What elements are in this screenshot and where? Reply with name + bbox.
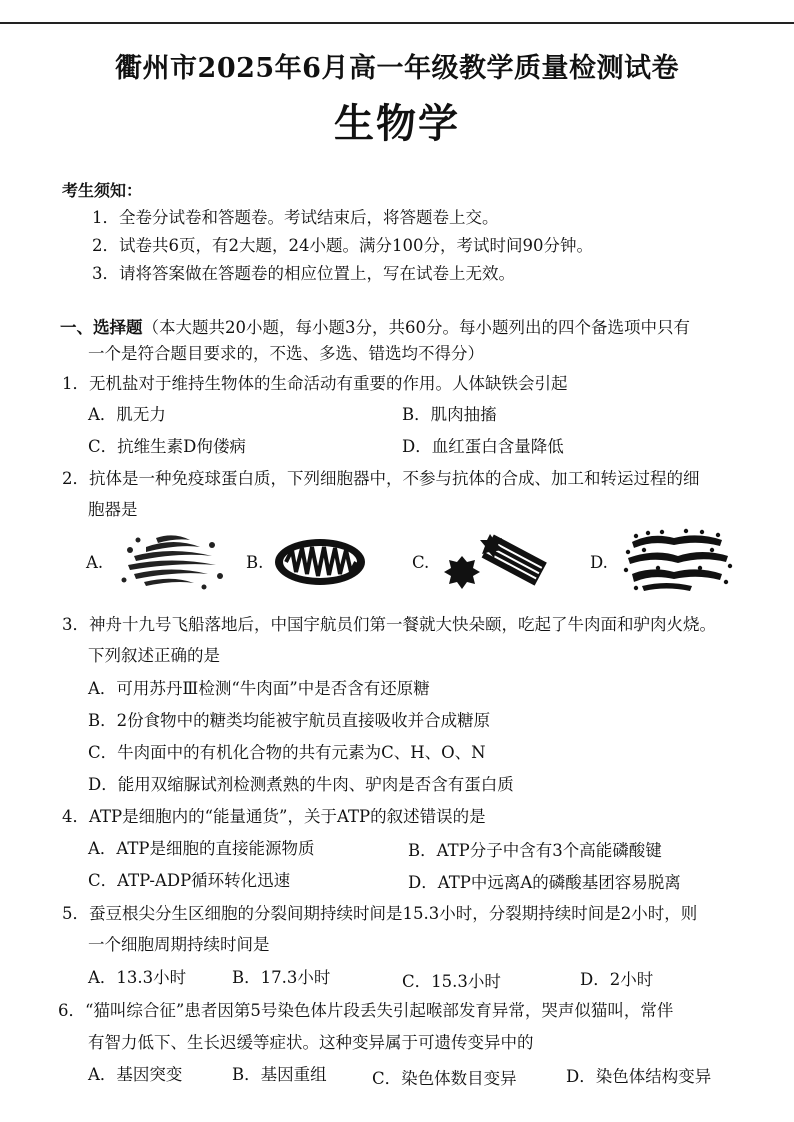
option-a: A．13.3小时	[88, 968, 187, 987]
option-b: B．ATP分子中含有3个高能磷酸键	[408, 841, 662, 860]
option-c: C．染色体数目变异	[372, 1069, 517, 1088]
option-c: C．15.3小时	[402, 972, 501, 991]
section-desc-cont: 一个是符合题目要求的，不选、多选、错选均不得分）	[88, 344, 484, 363]
page-top-edge	[0, 22, 794, 24]
option-a: A．基因突变	[88, 1065, 183, 1084]
question-stem-cont: 一个细胞周期持续时间是	[88, 935, 270, 954]
question-stem-cont: 胞器是	[88, 500, 138, 519]
option-a: A．肌无力	[88, 405, 166, 424]
option-a: A.	[86, 553, 104, 572]
question-stem-cont: 下列叙述正确的是	[88, 646, 220, 665]
option-b: B．肌肉抽搐	[402, 405, 497, 424]
option-b: B．基因重组	[232, 1065, 327, 1084]
option-c: C.	[412, 553, 430, 572]
subject-title: 生物学	[334, 100, 460, 147]
notice-item: 3．请将答案做在答题卷的相应位置上，写在试卷上无效。	[92, 264, 515, 283]
option-b: B．17.3小时	[232, 968, 331, 987]
section-label: 一、选择题	[60, 318, 143, 337]
question-stem: 5．蚕豆根尖分生区细胞的分裂间期持续时间是15.3小时，分裂期持续时间是2小时，则	[62, 904, 698, 923]
mitochondrion-figure	[272, 536, 368, 588]
notice-item: 2．试卷共6页，有2大题，24小题。满分100分，考试时间90分钟。	[92, 236, 593, 255]
question-stem: 6．“猫叫综合征”患者因第5号染色体片段丢失引起喉部发育异常，哭声似猫叫，常伴	[58, 1001, 674, 1020]
question-stem: 1．无机盐对于维持生物体的生命活动有重要的作用。人体缺铁会引起	[62, 374, 568, 393]
question-stem: 3．神舟十九号飞船落地后，中国宇航员们第一餐就大快朵颐，吃起了牛肉面和驴肉火烧。	[62, 615, 716, 634]
option-d: D．染色体结构变异	[566, 1067, 712, 1086]
notice-heading: 考生须知：	[62, 181, 143, 200]
option-d: D．能用双缩脲试剂检测煮熟的牛肉、驴肉是否含有蛋白质	[88, 775, 514, 794]
question-stem-cont: 有智力低下、生长迟缓等症状。这种变异属于可遗传变异中的	[88, 1033, 534, 1052]
golgi-apparatus-figure	[116, 530, 226, 592]
option-c: C．抗维生素D佝偻病	[88, 437, 246, 456]
endoplasmic-reticulum-figure	[622, 528, 734, 594]
option-b: B．2份食物中的糖类均能被宇航员直接吸收并合成糖原	[88, 711, 491, 730]
notice-item: 1．全卷分试卷和答题卷。考试结束后，将答题卷上交。	[92, 208, 499, 227]
option-d: D.	[590, 553, 608, 572]
option-c: C．牛肉面中的有机化合物的共有元素为C、H、O、N	[88, 743, 486, 762]
option-d: D．2小时	[580, 970, 654, 989]
option-d: D．血红蛋白含量降低	[402, 437, 564, 456]
option-b: B.	[246, 553, 264, 572]
option-c: C．ATP-ADP循环转化迅速	[88, 871, 291, 890]
exam-title: 衢州市2025年6月高一年级教学质量检测试卷	[115, 53, 679, 84]
section-heading	[60, 314, 690, 338]
question-stem: 2．抗体是一种免疫球蛋白质，下列细胞器中，不参与抗体的合成、加工和转运过程的细	[62, 469, 700, 488]
question-stem: 4．ATP是细胞内的“能量通货”，关于ATP的叙述错误的是	[62, 807, 486, 826]
option-a: A．ATP是细胞的直接能源物质	[88, 839, 315, 858]
centrosome-figure	[440, 526, 552, 596]
section-desc: （本大题共20小题，每小题3分，共60分。每小题列出的四个备选项中只有	[142, 318, 690, 337]
option-d: D．ATP中远离A的磷酸基团容易脱离	[408, 873, 681, 892]
option-a: A．可用苏丹Ⅲ检测“牛肉面”中是否含有还原糖	[88, 679, 430, 698]
